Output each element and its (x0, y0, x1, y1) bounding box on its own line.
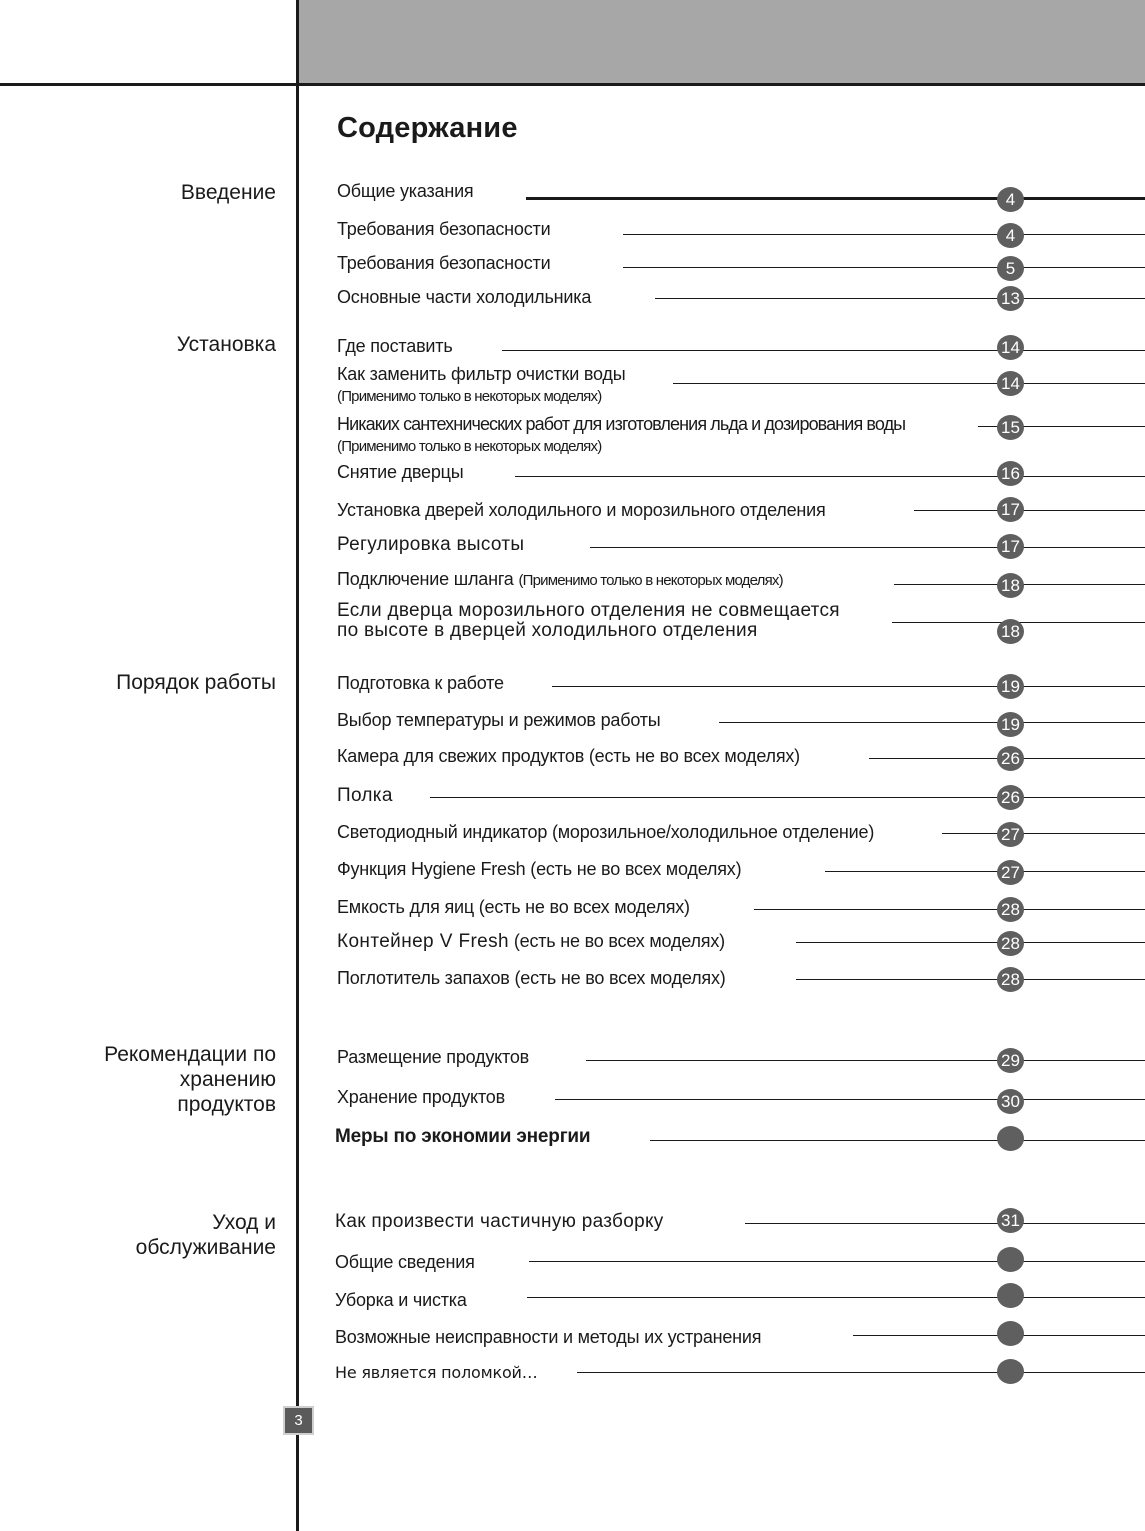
page-badge: 18 (997, 619, 1024, 644)
page-badge: 15 (997, 415, 1024, 440)
toc-entry-label: Общие сведения (335, 1252, 475, 1272)
section-care (136, 1210, 276, 1260)
toc-entry-label: Как произвести частичную разборку (335, 1211, 664, 1232)
leader-line (745, 1223, 1145, 1224)
section-operation: Порядок работы (116, 671, 276, 694)
leader-line (673, 383, 1145, 384)
page-badge: 4 (997, 223, 1024, 248)
leader-line (825, 871, 1145, 872)
leader-line (529, 1261, 1145, 1262)
toc-entry-label: Возможные неисправности и методы их устранения (335, 1327, 762, 1347)
leader-line (430, 797, 1145, 798)
page-badge (997, 1126, 1024, 1151)
toc-entry-label: Снятие дверцы (337, 462, 464, 482)
page-badge: 28 (997, 931, 1024, 956)
page-badge: 5 (997, 256, 1024, 281)
header-divider (0, 83, 1145, 86)
leader-line (552, 686, 1145, 687)
section-care-line: обслуживание (135, 1236, 276, 1259)
page-badge: 31 (997, 1208, 1024, 1233)
section-introduction: Введение (180, 181, 276, 204)
toc-entry-label: Основные части холодильника (337, 287, 592, 307)
leader-line (515, 476, 1145, 477)
leader-line (555, 1099, 1145, 1100)
page-badge (997, 1283, 1024, 1308)
toc-entry-label: Камера для свежих продуктов (есть не во всех моделях) (337, 746, 800, 766)
leader-line (623, 267, 1145, 268)
section-storage-line: Рекомендации по (104, 1043, 276, 1066)
page-badge: 14 (997, 371, 1024, 396)
leader-line (527, 1297, 1145, 1298)
toc-entry-label: Выбор температуры и режимов работы (337, 710, 661, 730)
page-badge: 29 (997, 1048, 1024, 1073)
toc-entry-label: Как заменить фильтр очистки воды (337, 364, 626, 384)
page-badge: 14 (997, 335, 1024, 360)
toc-entry-label: Не является поломкой… (335, 1363, 538, 1382)
section-storage-line: хранению (179, 1068, 276, 1091)
toc-entry-label: Подключение шланга (Применимо только в некоторых моделях) (337, 569, 783, 589)
toc-entry-label: Поглотитель запахов (есть не во всех моделях) (337, 968, 726, 988)
page-badge: 4 (997, 187, 1024, 212)
leader-line (796, 942, 1145, 943)
toc-entry-label: Уборка и чистка (335, 1290, 467, 1310)
section-installation: Установка (176, 333, 276, 356)
leader-line (655, 298, 1145, 299)
page-badge: 27 (997, 822, 1024, 847)
page-badge: 19 (997, 674, 1024, 699)
leader-line (650, 1140, 1145, 1141)
page-badge (997, 1359, 1024, 1384)
toc-entry-label: Регулировка высоты (337, 534, 525, 555)
page-badge: 26 (997, 746, 1024, 771)
leader-line (796, 979, 1145, 980)
leader-line (577, 1372, 1145, 1373)
toc-entry-label: Функция Hygiene Fresh (есть не во всех моделях) (337, 859, 742, 879)
toc-entry-label: Никаких сантехнических работ для изготовления льда и дозирования воды (337, 414, 906, 434)
toc-entry-label: Установка дверей холодильного и морозильного отделения (337, 500, 826, 520)
page-number: 3 (283, 1406, 314, 1435)
toc-entry-label-line2: по высоте в дверцей холодильного отделения (337, 620, 758, 641)
page-badge (997, 1247, 1024, 1272)
leader-line (502, 350, 1145, 351)
leader-line (914, 510, 1145, 511)
page-badge: 19 (997, 712, 1024, 737)
leader-line (623, 234, 1145, 235)
leader-line (719, 722, 1145, 723)
toc-entry-note: (Применимо только в некоторых моделях) (337, 388, 602, 405)
toc-entry-note: (Применимо только в некоторых моделях) (337, 438, 602, 455)
margin-divider (296, 0, 299, 1531)
leader-line (526, 197, 1145, 200)
page-badge: 26 (997, 785, 1024, 810)
page-badge: 28 (997, 897, 1024, 922)
toc-entry-label: Полка (337, 785, 393, 806)
toc-entry-label: Подготовка к работе (337, 673, 504, 693)
toc-entry-label: Контейнер V Fresh (есть не во всех моделях) (337, 931, 725, 952)
section-storage-line: продуктов (177, 1093, 276, 1116)
toc-entry-label: Светодиодный индикатор (морозильное/холодильное отделение) (337, 822, 875, 842)
leader-line (754, 909, 1145, 910)
toc-entry-label: Размещение продуктов (337, 1047, 530, 1067)
toc-entry-label: Требования безопасности (337, 219, 551, 239)
leader-line (590, 547, 1145, 548)
leader-line (586, 1060, 1145, 1061)
header-band (298, 0, 1145, 84)
page-badge: 16 (997, 461, 1024, 486)
page-badge: 17 (997, 534, 1024, 559)
toc-entry-label: Меры по экономии энергии (335, 1126, 591, 1147)
toc-entry-label: Хранение продуктов (337, 1087, 505, 1107)
page-badge: 13 (997, 286, 1024, 311)
section-storage (104, 1042, 276, 1117)
page-badge (997, 1321, 1024, 1346)
page-badge: 28 (997, 967, 1024, 992)
leader-line (942, 833, 1145, 834)
toc-entry-label: Общие указания (337, 181, 474, 201)
toc-entry-label: Емкость для яиц (есть не во всех моделях) (337, 897, 690, 917)
toc-entry-label: Если дверца морозильного отделения не совмещается (337, 600, 840, 621)
page-badge: 17 (997, 497, 1024, 522)
section-care-line: Уход и (212, 1211, 276, 1234)
toc-entry-label: Требования безопасности (337, 253, 551, 273)
page-badge: 30 (997, 1089, 1024, 1114)
page-badge: 18 (997, 573, 1024, 598)
toc-entry-label: Где поставить (337, 336, 453, 356)
page-title: Содержание (337, 112, 518, 144)
page-badge: 27 (997, 860, 1024, 885)
